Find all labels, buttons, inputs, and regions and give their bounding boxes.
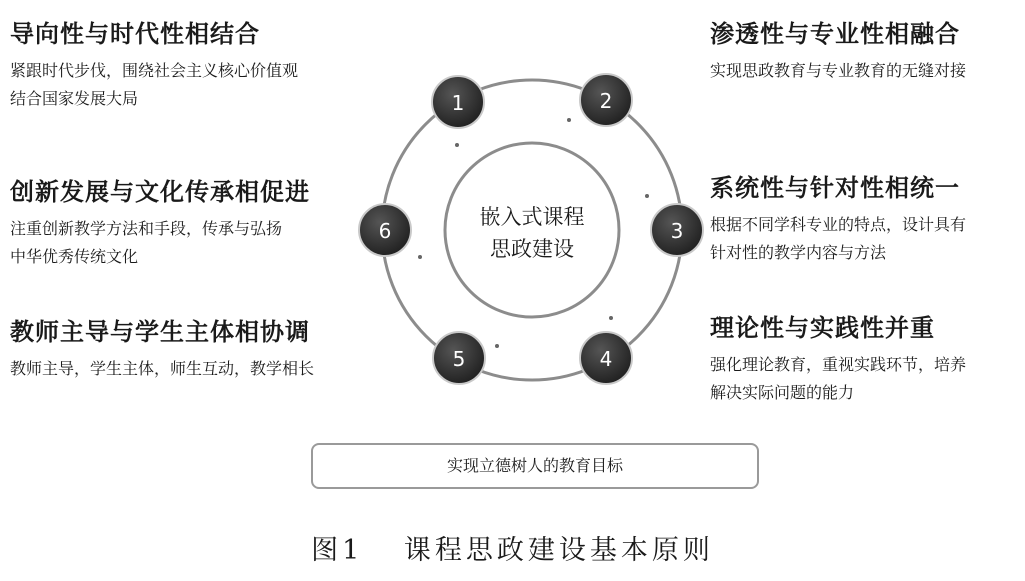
caption-text: 课程思政建设基本原则: [403, 535, 714, 566]
node-5-label: 5: [452, 347, 466, 371]
node-1-label: 1: [451, 91, 465, 115]
principle-6-desc-line: 注重创新教学方法和手段，传承与弘扬: [10, 219, 283, 238]
node-5: [433, 332, 485, 384]
principle-3-desc-line: 针对性的教学内容与方法: [710, 243, 887, 262]
principle-1-block: [10, 14, 298, 113]
node-3: [651, 204, 703, 256]
principle-2-desc: [710, 57, 966, 85]
principle-3-title: 系统性与针对性相统一: [710, 174, 960, 202]
figure-caption: [0, 528, 1025, 567]
principle-2-title: 渗透性与专业性相融合: [710, 20, 960, 48]
principle-5-block: [10, 312, 314, 383]
principle-1-title: 导向性与时代性相结合: [10, 20, 260, 48]
center-label-line1: 嵌入式课程: [479, 205, 585, 229]
principle-5-desc: [10, 355, 314, 383]
node-2-label: 2: [599, 89, 613, 113]
principle-3-block: [710, 168, 966, 267]
node-6: [359, 204, 411, 256]
principle-2-desc-line: 实现思政教育与专业教育的无缝对接: [710, 61, 967, 80]
principle-5-desc-line: 教师主导，学生主体，师生互动，教学相长: [10, 359, 315, 378]
principle-3-desc-line: 根据不同学科专业的特点，设计具有: [710, 215, 967, 234]
ring-dot: [455, 143, 459, 147]
principle-4-desc-line: 强化理论教育，重视实践环节，培养: [710, 355, 967, 374]
ring-dot: [495, 344, 499, 348]
principle-2-block: [710, 14, 966, 85]
center-label-line2: 思政建设: [490, 237, 574, 261]
ring-dot: [609, 316, 613, 320]
principle-4-title: 理论性与实践性并重: [710, 314, 935, 342]
principle-4-block: [710, 308, 966, 407]
principle-6-title: 创新发展与文化传承相促进: [10, 178, 310, 206]
principle-1-desc-line: 结合国家发展大局: [10, 89, 139, 108]
principle-3-desc: [710, 211, 966, 267]
node-3-label: 3: [670, 219, 684, 243]
principle-4-desc: [710, 351, 966, 407]
node-2: [580, 74, 632, 126]
node-4-label: 4: [599, 347, 613, 371]
caption-label: 图1: [311, 535, 364, 566]
node-1: [432, 76, 484, 128]
goal-box: 实现立德树人的教育目标: [311, 443, 759, 489]
principle-1-desc-line: 紧跟时代步伐，围绕社会主义核心价值观: [10, 61, 299, 80]
ring-dot: [567, 118, 571, 122]
ring-dot: [645, 194, 649, 198]
principle-5-title: 教师主导与学生主体相协调: [10, 318, 310, 346]
principle-4-desc-line: 解决实际问题的能力: [710, 383, 855, 402]
principle-6-desc-line: 中华优秀传统文化: [10, 247, 139, 266]
principle-1-desc: [10, 57, 298, 113]
principle-6-block: [10, 172, 310, 271]
ring-dot: [418, 255, 422, 259]
node-4: [580, 332, 632, 384]
inner-circle: [445, 143, 619, 317]
principle-6-desc: [10, 215, 310, 271]
node-6-label: 6: [378, 219, 392, 243]
